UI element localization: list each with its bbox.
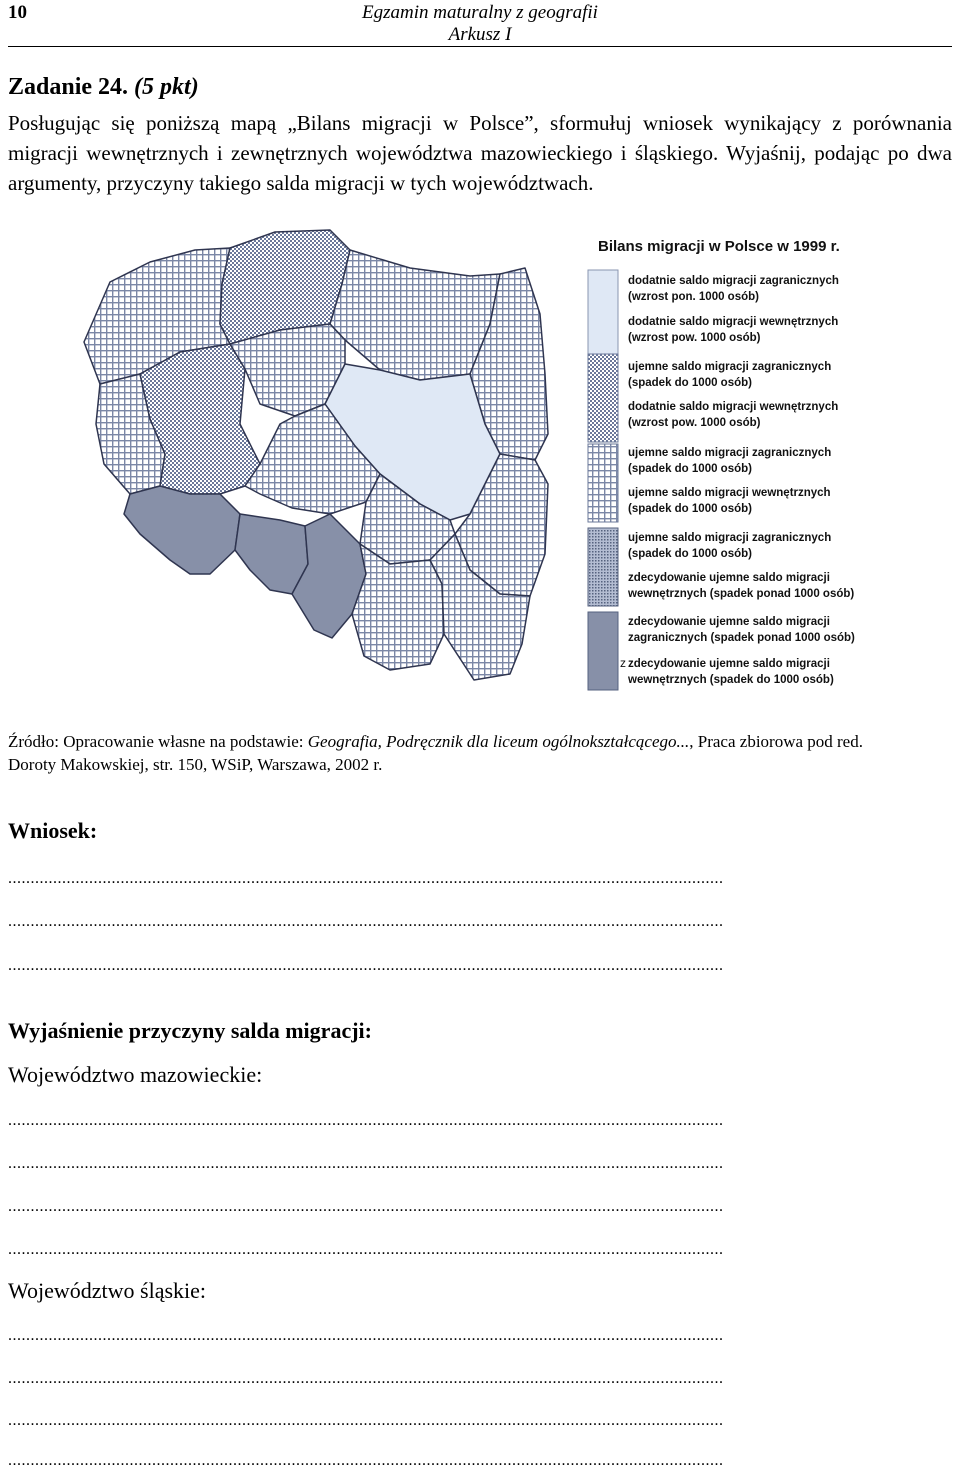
legend-2-line1: ujemne saldo migracji zagranicznych [628,361,832,373]
answer-line[interactable]: ............................................................................................................................................................... [8,1412,724,1429]
task-points: (5 pkt) [134,74,199,100]
legend-5-line3: zdecydowanie ujemne saldo migracji [628,658,830,670]
legend-5-line1: zdecydowanie ujemne saldo migracji [628,616,830,628]
answer-line[interactable]: ............................................................................................................................................................... [8,870,724,887]
legend-3-line4: (spadek do 1000 osób) [628,503,752,515]
source-citation [8,730,952,776]
legend-4-line2: (spadek do 1000 osób) [628,548,752,560]
legend-swatch-4 [588,528,618,606]
source-line2: Doroty Makowskiej, str. 150, WSiP, Warszawa, 2002 r. [8,755,383,774]
region-opolskie [235,514,308,594]
answer-line[interactable]: ............................................................................................................................................................... [8,1112,724,1129]
legend-4-line4: wewnętrznych (spadek ponad 1000 osób) [628,588,855,600]
page-number: 10 [8,2,27,23]
exam-sheet: Arkusz I [448,24,512,45]
legend-2-line2: (spadek do 1000 osób) [628,377,752,389]
explanation-label: Wyjaśnienie przyczyny salda migracji: [8,1018,372,1043]
migration-map [70,224,920,694]
task-prompt: Posługując się poniższą mapą „Bilans migracji w Polsce”, sformułuj wniosek wynikający z porównania migracji wewnętrznych i zewnętrznych województwa mazowieckiego i śląskiego. Wyjaśnij, podając po dwa argumenty, przyczyny takiego salda migracji w tych województwach. [8,111,952,195]
source-book-title: Geografia, Podręcznik dla liceum ogólnokształcącego... [307,732,690,751]
task-label: Zadanie 24. [8,74,129,100]
legend-swatch-3 [588,444,618,522]
legend-swatch-2 [588,354,618,442]
source-prefix: Źródło: Opracowanie własne na podstawie: [8,732,308,751]
answer-line[interactable]: ............................................................................................................................................................... [8,1452,724,1469]
slaskie-label: Województwo śląskie: [8,1278,207,1303]
answer-line[interactable]: ............................................................................................................................................................... [8,913,724,930]
page-header [0,0,960,48]
legend-3-line1: ujemne saldo migracji zagranicznych [628,447,832,459]
wniosek-label: Wniosek: [8,818,98,843]
legend-1-line4: (wzrost pow. 1000 osób) [628,332,761,344]
region-dolnoslaskie [124,486,240,574]
answer-line[interactable]: ............................................................................................................................................................... [8,1198,724,1215]
legend-swatch-5 [588,612,618,690]
map-legend [588,238,855,690]
header-divider [8,46,952,47]
answer-line[interactable]: ............................................................................................................................................................... [8,957,724,974]
legend-5-line4: wewnętrznych (spadek do 1000 osób) [628,674,834,686]
legend-1-line1: dodatnie saldo migracji zagranicznych [628,275,839,287]
answer-line[interactable]: ............................................................................................................................................................... [8,1241,724,1258]
legend-3-line3: ujemne saldo migracji wewnętrznych [628,487,831,499]
legend-1-line3: dodatnie saldo migracji wewnętrznych [628,316,839,328]
answer-line[interactable]: ............................................................................................................................................................... [8,1155,724,1172]
source-suffix: , Praca zbiorowa pod red. [689,732,863,751]
region-warminsko-mazurskie [330,250,500,380]
map-title: Bilans migracji w Polsce w 1999 r. [598,238,840,255]
answer-line[interactable]: ............................................................................................................................................................... [8,1327,724,1344]
answer-line[interactable]: ............................................................................................................................................................... [8,1370,724,1387]
legend-4-line3: zdecydowanie ujemne saldo migracji [628,572,830,584]
legend-5-line2: zagranicznych (spadek ponad 1000 osób) [628,632,855,644]
region-malopolskie [352,544,444,670]
legend-1-line2: (wzrost pon. 1000 osób) [628,291,759,303]
legend-4-line1: ujemne saldo migracji zagranicznych [628,532,832,544]
legend-stray-letter: z [620,656,626,670]
mazowieckie-label: Województwo mazowieckie: [8,1062,263,1087]
exam-title: Egzamin maturalny z geografii [362,2,598,23]
legend-2-line3: dodatnie saldo migracji wewnętrznych [628,401,839,413]
migration-map-figure [70,224,920,694]
legend-3-line2: (spadek do 1000 osób) [628,463,752,475]
task-heading [8,74,199,101]
legend-2-line4: (wzrost pow. 1000 osób) [628,417,761,429]
